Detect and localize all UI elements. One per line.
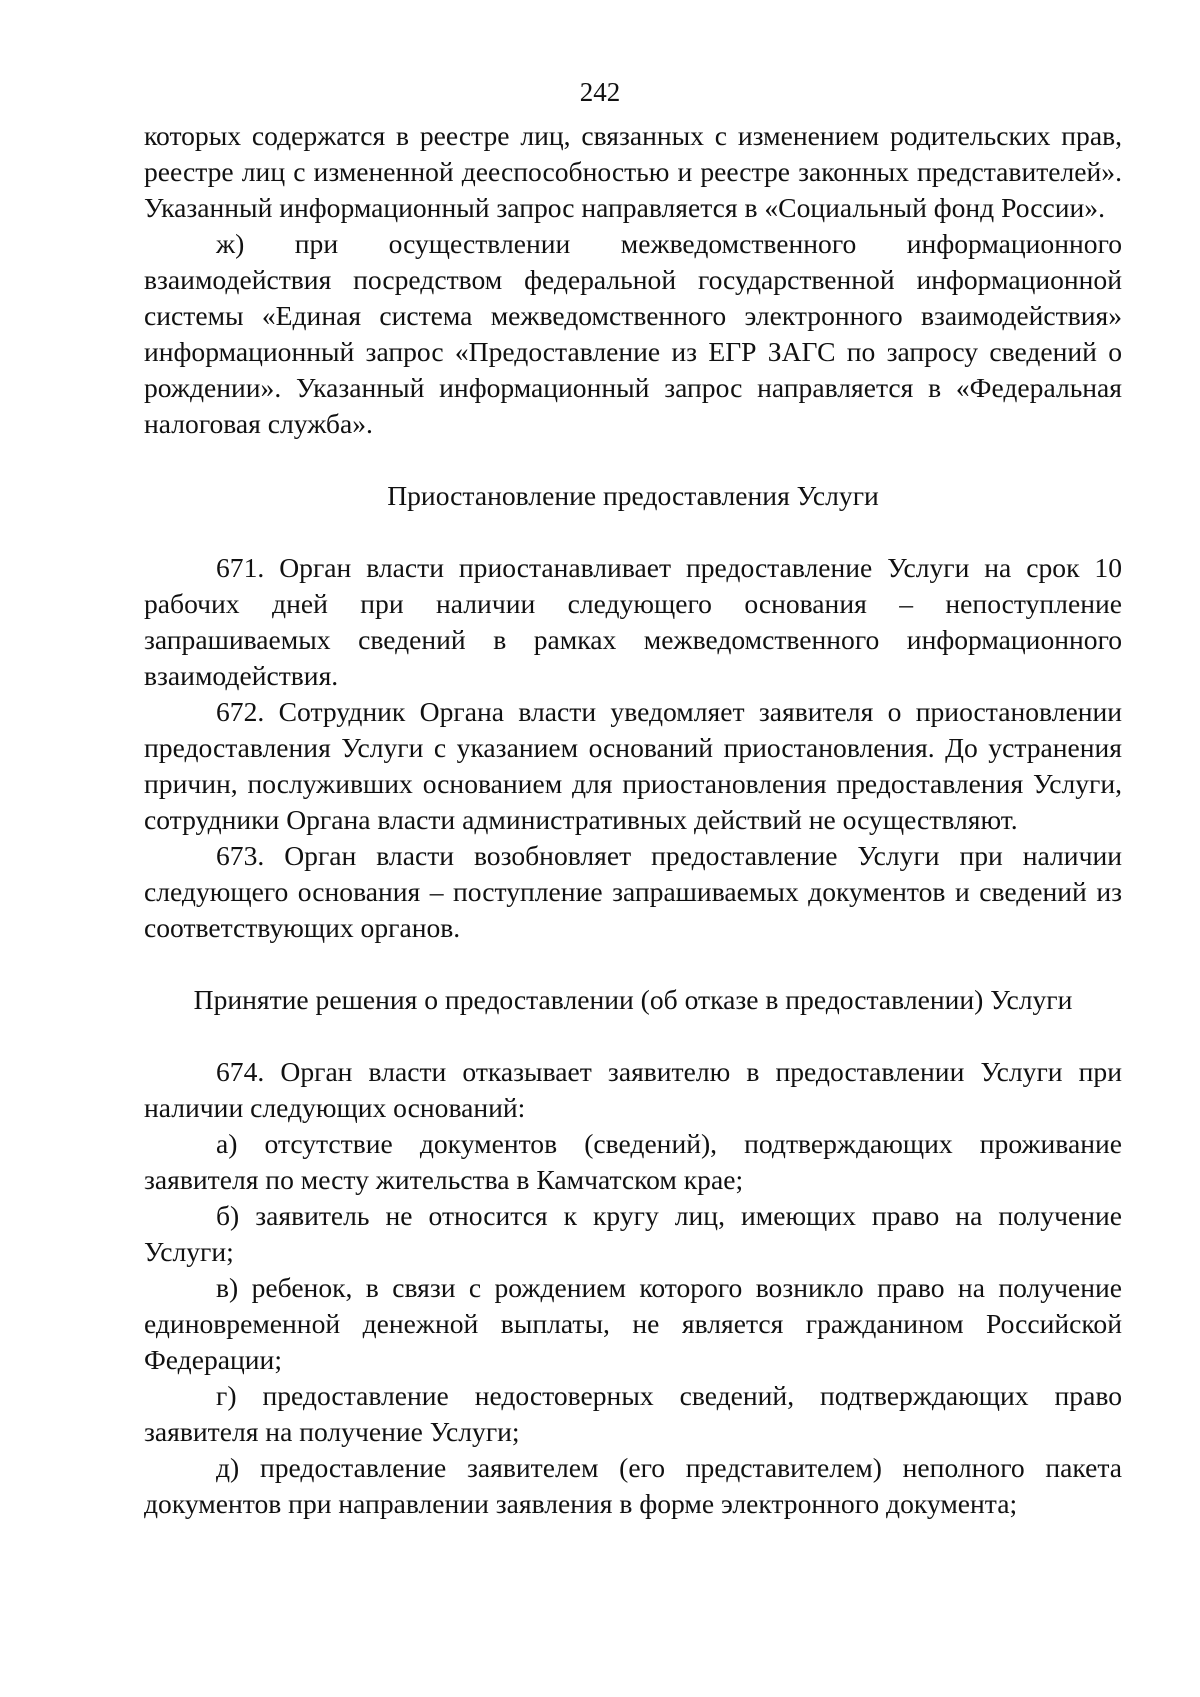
paragraph-673: 673. Орган власти возобновляет предоставление Услуги при наличии следующего основания – поступление запрашиваемых документов и сведений из соответствующих органов. — [144, 840, 1122, 943]
paragraph-674: 674. Орган власти отказывает заявителю в предоставлении Услуги при наличии следующих оснований: — [144, 1056, 1122, 1123]
list-item-v: в) ребенок, в связи с рождением которого возникло право на получение единовременной денежной выплаты, не является гражданином Российской Федерации; — [144, 1272, 1122, 1375]
paragraph-continuation: которых содержатся в реестре лиц, связанных с изменением родительских прав, реестре лиц с измененной дееспособностью и реестре законных представителей». Указанный информационный запрос направляется в «Социальный фонд России». — [144, 120, 1122, 223]
list-item-a: а) отсутствие документов (сведений), подтверждающих проживание заявителя по месту жительства в Камчатском крае; — [144, 1128, 1122, 1195]
page-number: 242 — [579, 77, 621, 107]
section-heading-decision: Принятие решения о предоставлении (об отказе в предоставлении) Услуги — [193, 984, 1073, 1015]
list-item-b: б) заявитель не относится к кругу лиц, имеющих право на получение Услуги; — [144, 1200, 1122, 1267]
paragraph-671: 671. Орган власти приостанавливает предоставление Услуги на срок 10 рабочих дней при наличии следующего основания – непоступление запрашиваемых сведений в рамках межведомственного информационного взаимодействия. — [144, 552, 1122, 691]
list-item-d: д) предоставление заявителем (его представителем) неполного пакета документов при направлении заявления в форме электронного документа; — [144, 1452, 1122, 1519]
paragraph-672: 672. Сотрудник Органа власти уведомляет заявителя о приостановлении предоставления Услуги с указанием оснований приостановления. До устранения причин, послуживших основанием для приостановления предоставления Услуги, сотрудники Органа власти административных действий не осуществляют. — [144, 696, 1122, 835]
paragraph-item-zh: ж) при осуществлении межведомственного информационного взаимодействия посредством федеральной государственной информационной системы «Единая система межведомственного электронного взаимодействия» информационный запрос «Предоставление из ЕГР ЗАГС по запросу сведений о рождении». Указанный информационный запрос направляется в «Федеральная налоговая служба». — [144, 228, 1122, 439]
list-item-g: г) предоставление недостоверных сведений, подтверждающих право заявителя на получение Услуги; — [144, 1380, 1122, 1447]
section-heading-suspension: Приостановление предоставления Услуги — [387, 480, 879, 511]
document-body — [144, 118, 1122, 1522]
